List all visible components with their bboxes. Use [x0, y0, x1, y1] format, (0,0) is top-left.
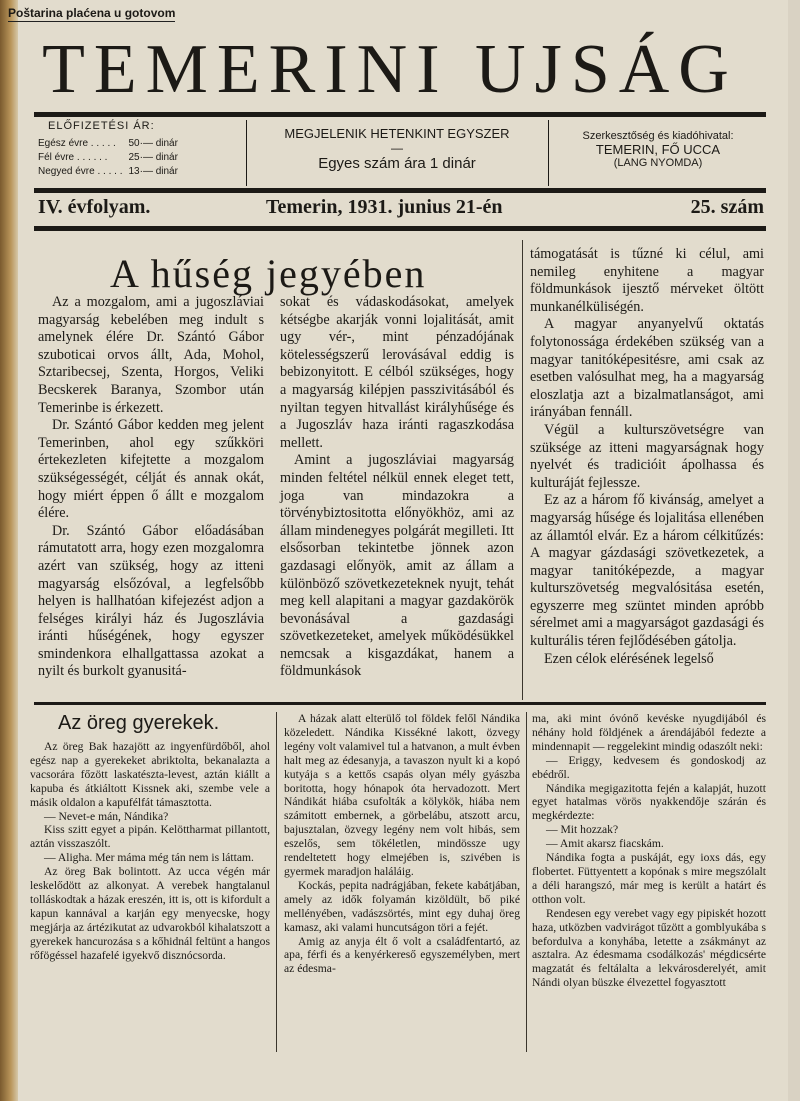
paragraph: — Eriggy, kedvesem és gondoskodj az ebédről. — [532, 753, 766, 781]
volume: IV. évfolyam. — [38, 196, 151, 218]
paragraph: — Nevet-e mán, Nándika? — [44, 809, 169, 823]
subscription-row: Fél évre . . . . . . 25·— dinár — [38, 152, 178, 163]
paragraph: Végül a kulturszövetségre van szüksége az itteni magyarságnak hogy nyelvét és tradicióit ápolhassa és kulturáját fejlessze. — [530, 421, 764, 491]
info-row — [34, 120, 766, 186]
paragraph: — Mit hozzak? — [546, 823, 619, 837]
column-rule — [522, 240, 523, 700]
rule-issue — [34, 226, 766, 231]
story-title: Az öreg gyerekek. — [58, 712, 220, 734]
editorial-label: Szerkesztőség és kiadóhivatal: — [582, 130, 734, 142]
paragraph: — Aligha. Mer máma még tán nem is láttam. — [44, 851, 254, 865]
frequency-dash: — — [391, 141, 403, 155]
paragraph: Az a mozgalom, ami a jugoszláviai magyarság kebelében meg indult s amelynek élére Dr. Szántó Gábor szuboticai orvos állt, Ada, Mohol, Sztaribecsej, Szenta, Horgos, Veliki Becskerek Baranya, Szombor után Temerinbe is érkezett. — [38, 294, 264, 416]
frequency-line: MEGJELENIK HETENKINT EGYSZER — [284, 126, 510, 141]
frequency-box — [248, 120, 546, 186]
paragraph: — Amit akarsz fiacskám. — [546, 837, 664, 851]
story-column-1 — [30, 740, 270, 963]
paragraph: A házak alatt elterülő tol földek felől Nándika közeledett. Nándika Kissékné lakott, özvegy legény volt valamivel tul a hatvanon, a mult évben halt meg az édesanyja, a tavaszon nyult ki a kopó kutyája s a kettős csapás olyan mély gyászba boritotta, hogy hónapok óta hervadozott. Mert Nándikát hiába csufolták a kölykök, hiába nem számitott embernek, a görbelábu, atszott arcu, bajusztalan, özvegy legény nem volt hibás, sem eszelős, sem tökéletlen, mindössze ugy rendeltetett hogy elmejében is, szivében is gyermek maradjon haláláig. — [284, 712, 520, 878]
editorial-box — [550, 120, 766, 186]
rule-top — [34, 112, 766, 117]
printer-name: (LANG NYOMDA) — [613, 157, 703, 169]
paragraph: Dr. Szántó Gábor előadásában rámutatott arra, hogy ezen mozgalomra azért van szükség, hogy az itteni magyarság elsőzóval, a legfelsőbb helyen is hallhatóan kifejezést adjon a felséges királyi ház és Jugoszlávia iránti hűségének, hogy egyszer smindenkora elhallgattassa azokat a nyilt és burkolt gyanusitá- — [38, 522, 264, 680]
column-rule — [276, 712, 277, 1052]
paragraph: Ezen célok elérésének legelső — [544, 650, 714, 667]
paragraph: Dr. Szántó Gábor kedden meg jelent Temerinben, ahol egy szűkköri értekezleten kifejtette a mozgalom szükségességét, célját és annak okát, hogy miért éppen ő állt e mozgalom élére. — [38, 417, 264, 522]
paragraph: ma, aki mint óvónő kevéske nyugdijából és néhány hold földjének a árendájából fedezte a mindennapit — reggelekint mindig odaszólt neki: — [532, 712, 766, 753]
paragraph: Nándika megigazitotta fején a kalapját, huzott egyet hatalmas vörös nyakkendője szárán és megkérdezte: — [532, 781, 766, 823]
rule-section — [34, 702, 766, 705]
paragraph: Amint a jugoszláviai magyarság minden feltétel nélkül ennek eleget tett, joga van mindazokra a törvénybiztositotta előnyökhöz, ami az állam mindenegyes polgárát megilleti. Itt elsősorban tekintetbe jönnek azon gazdasagi előnyök, amit az állam a különböző szövetkezeteknek nyujt, tehát meg kell alapitani a magyar gazdakörök bevonásával a gazdasági szövetkezeteket, amelyek működésükkel nemcsak a kisgazdákat, hanem a földmunkások — [280, 452, 514, 680]
paragraph: Rendesen egy verebet vagy egy pipiskét hozott haza, utközben vadvirágot tűzött a gomblyukába s befordulva a konyhába, letette a zsákmányt az asztalra. Az édesmama csodálkozás' mégdicsérte magzatát és feltálalta a lekvárosderelyét, amit Nándi olyan büszke élvezettel fogyasztott — [532, 906, 766, 990]
subscription-row: Negyed évre . . . . . 13·— dinár — [38, 166, 178, 177]
subscription-title: ELŐFIZETÉSI ÁR: — [48, 120, 155, 132]
paragraph: Ez az a három fő kivánság, amelyet a magyarság hűsége és lojalitása ellenében az államtól elvár. Ez a három célkitűzés: A magyar gázdasági szövetkezetek, a magyar tanitóképezde, a magyar kulturszövetség megvalósitása esetén, egyszerre meg szüntet minden apróbb sérelmet ami a magyarságot gazdasági és kulturális téren fejlődésében gátolja. — [530, 492, 764, 650]
issue-number: 25. szám — [690, 196, 764, 218]
place-date: Temerin, 1931. junius 21-én — [266, 196, 503, 218]
issue-row — [34, 196, 766, 222]
article-column-1 — [38, 294, 264, 681]
paragraph: Kiss szitt egyet a pipán. Kelöttharmat pillantott, aztán visszaszólt. — [30, 823, 270, 851]
paragraph: támogatását is tűzné ki célul, ami nemileg enyhitene a magyar földmunkások ijesztő mérveket öltött munkanélküliségén. — [530, 246, 764, 315]
editorial-address: TEMERIN, FŐ UCCA — [595, 142, 721, 157]
rule-mid — [34, 188, 766, 193]
paragraph: Nándika fogta a puskáját, egy ioxs dás, egy flobertet. Füttyentett a kopónak s mire megszólalt a déli harangszó, már meg is került a határt és otthon volt. — [532, 851, 766, 906]
story-column-2 — [284, 712, 520, 976]
article-headline: A hűség jegyében — [110, 251, 427, 296]
book-binding — [0, 0, 18, 1101]
masthead: TEMERINI UJSÁG — [42, 31, 738, 108]
subscription-table — [34, 136, 182, 180]
paragraph: Amig az anyja élt ő volt a családfentartó, az apa, férfi és a kenyérkereső egyszemélyben, mert az édesma- — [284, 934, 520, 976]
postage-note: Poštarina plaćena u gotovom — [8, 6, 176, 20]
paragraph: sokat és vádaskodásokat, amelyek kétségbe akarják vonni lojalitását, amit ugy vér-, mint pénzadójának kötelességszerű lerovásával eddig is bebizonyitott. E célból szükséges, hogy a magyarság kilépjen passzivitásából és nyiltan tegyen hitvallást királyhűsége és a Jugoszláv haza iránti ragaszkodása mellett. — [280, 294, 514, 451]
story-column-3 — [532, 712, 766, 990]
paragraph: Az öreg Bak bolintott. Az ucca végén már leskelődött az alkonyat. A verebek hangtalanul tolláskodtak a házak ereszén, itt is, ott is kifordult a kapun kannával a karján egy menyecske, hogy megjárja az ártézikutat az udvarokból kihalatszott a gyerekek hancurozása s a kőhidnál feltünt a hangos rőfögéssel hazafelé igyekvő disznócsorda. — [30, 865, 270, 962]
column-rule — [526, 712, 527, 1052]
article-column-2 — [280, 294, 514, 681]
subscription-box — [34, 120, 244, 186]
subscription-row: Egész évre . . . . . 50·— dinár — [38, 138, 178, 149]
paragraph: A magyar anyanyelvű oktatás folytonossága érdekében szükség van a magyar tanitóképesitésre, ami csak az esetben valósulhat meg, ha a magyarság eloszlatja azt a bizalmatlanságot, ami irányában fennáll. — [530, 316, 764, 421]
info-divider — [548, 120, 549, 186]
article-column-3 — [530, 246, 764, 668]
single-price: Egyes szám ára 1 dinár — [318, 155, 476, 172]
paragraph: Az öreg Bak hazajött az ingyenfürdőből, ahol egész nap a gyerekeket abriktolta, bekanalazta a vacsorára főzött laskatészta-levest, aztán kiállt a kapuba és átkiáltott Kissnek aki, szembe vele a másik oldalon a kapufélfát támasztotta. — [30, 740, 270, 809]
paragraph: Kockás, pepita nadrágjában, fekete kabátjában, amely az idők folyamán kizöldült, bő piké mellényében, vadászsörtés, mint egy duhaj öreg kamasz, aki valami huncutságon töri a fejét. — [284, 878, 520, 934]
info-divider — [246, 120, 247, 186]
